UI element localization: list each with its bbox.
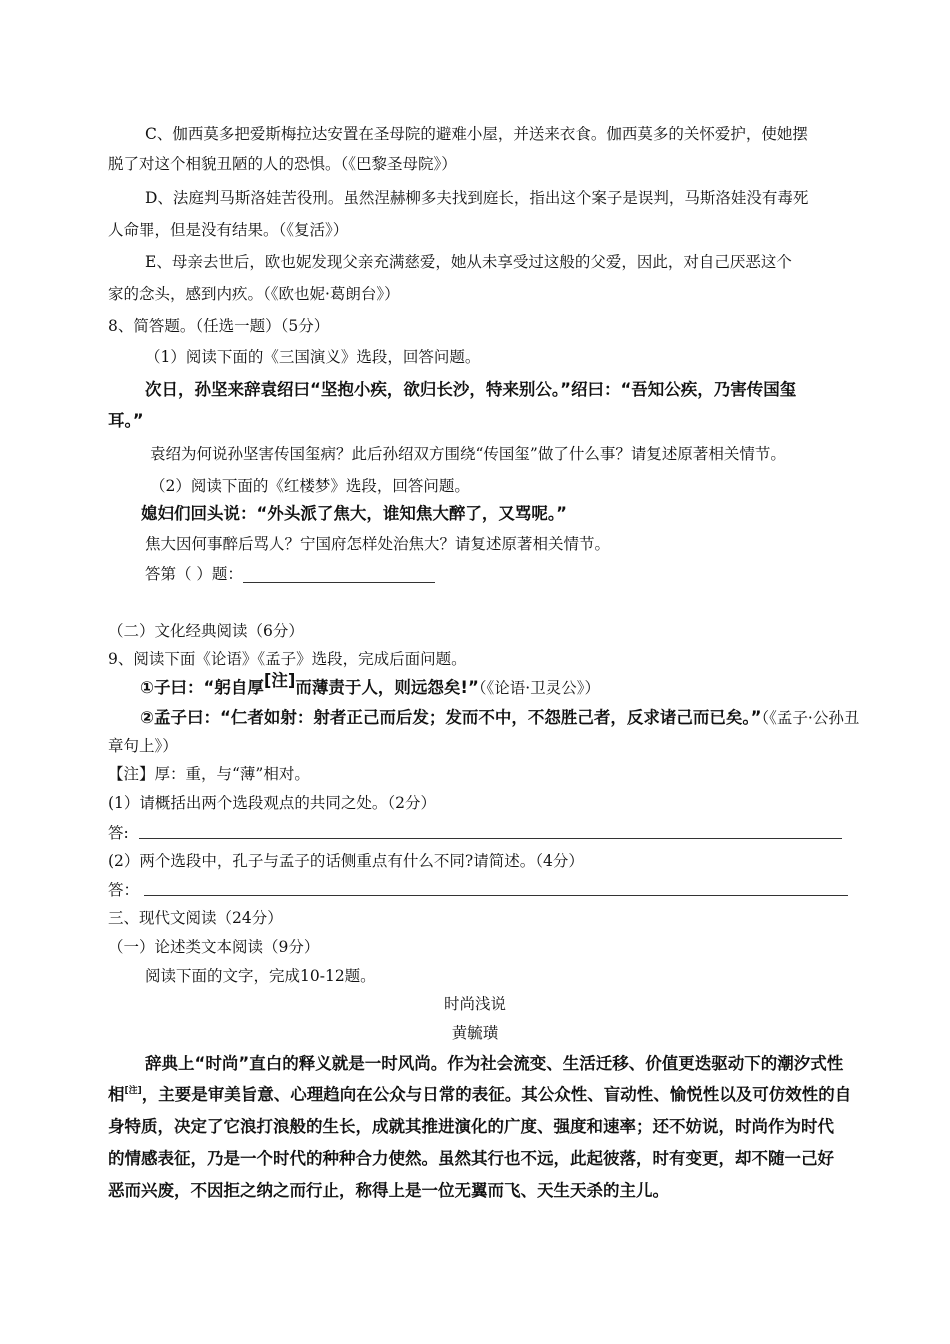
q9-quote1-post: 而薄责于人，则远怨矣!” [295,678,479,697]
article-line1: 辞典上“时尚”直白的释义就是一时风尚。作为社会流变、生活迁移、价值更迭驱动下的潮汐式性 [145,1054,844,1073]
q9-quote2-text: ②孟子曰：“仁者如射：射者正己而后发；发而不中，不怨胜己者，反求诸己而已矣。” [140,708,762,727]
article-author: 黄毓璜 [451,1024,499,1042]
q8-answer-label: 答第（ ）题： [145,565,243,583]
q8-answer-blank[interactable] [243,566,435,583]
q9-answer2-label: 答： [108,881,140,899]
q9-answer1-label: 答: [108,824,129,842]
q9-quote2-source: （《孟子·公孙丑 [761,709,860,727]
article-title: 时尚浅说 [443,995,506,1013]
q8-answer-line [145,563,435,585]
option-c-line2: 脱了对这个相貌丑陋的人的恐惧。（《巴黎圣母院》） [108,155,457,173]
part-3-instruction: 阅读下面的文字，完成10-12题。 [145,967,376,985]
q9-quote2-line2: 章句上》） [108,737,178,755]
article-line4: 的情感表征，乃是一个时代的种种合力使然。虽然其行也不远，此起彼落，时有变更，却不随一己好 [108,1149,834,1168]
question-8-title: 8、简答题。（任选一题）（5分） [108,317,330,335]
q9-quote2-line1 [140,707,859,729]
article-note-mark: [注] [124,1086,142,1096]
option-d-line2: 人命罪，但是没有结果。（《复活》） [108,221,349,239]
q9-sub2: (2）两个选段中，孔子与孟子的话侧重点有什么不同?请简述。（4分） [108,852,584,870]
q8-part1-question: 袁绍为何说孙坚害传国玺病？此后孙绍双方围绕“传国玺”做了什么事？请复述原著相关情节。 [150,445,786,463]
question-9-title: 9、阅读下面《论语》《孟子》选段，完成后面问题。 [108,650,467,668]
q8-part1-quote-line2: 耳。” [108,411,144,430]
q8-part1-quote-line1: 次日，孙坚来辞袁绍曰“坚抱小疾，欲归长沙，特来别公。”绍曰：“吾知公疾，乃害传国玺 [145,380,797,399]
option-e-line1: E、母亲去世后，欧也妮发现父亲充满慈爱，她从未享受过这般的父爱，因此，对自己厌恶这个 [145,253,792,271]
article-line5: 恶而兴废，不因拒之纳之而行止，称得上是一位无翼而飞、天生天杀的主儿。 [108,1181,669,1200]
q9-note: 【注】厚：重，与“薄”相对。 [108,765,310,783]
article-line3: 身特质，决定了它浪打浪般的生长，成就其推进演化的广度、强度和速率；还不妨说，时尚作为时代 [108,1117,834,1136]
q8-part2-question: 焦大因何事醉后骂人？宁国府怎样处治焦大？请复述原著相关情节。 [145,535,611,553]
q9-quote1-source: （《论语·卫灵公》） [478,679,600,697]
option-e-line2: 家的念头，感到内疚。（《欧也妮·葛朗台》） [108,285,400,303]
q8-part1-intro: （1）阅读下面的《三国演义》选段，回答问题。 [145,348,481,366]
article-line2-pre: 相 [108,1085,125,1104]
q8-part2-quote: 媳妇们回头说：“外头派了焦大，谁知焦大醉了，又骂呢。” [141,504,567,523]
article-line2 [108,1084,851,1106]
q9-quote1-pre: ①子曰：“躬自厚 [140,678,264,697]
q9-quote1 [140,671,600,699]
q9-quote1-note-mark: [注] [263,671,296,690]
section-2-title: （二）文化经典阅读（6分） [108,622,304,640]
option-c-line1: C、伽西莫多把爱斯梅拉达安置在圣母院的避难小屋，并送来衣食。伽西莫多的关怀爱护，使她摆 [145,125,808,143]
article-line2-post: ，主要是审美旨意、心理趋向在公众与日常的表征。其公众性、盲动性、愉悦性以及可仿效性的自 [141,1085,852,1104]
q9-answer2-line[interactable] [144,895,848,896]
part-3-title: 三、现代文阅读（24分） [108,909,283,927]
option-d-line1: D、法庭判马斯洛娃苦役刑。虽然涅赫柳多夫找到庭长，指出这个案子是误判，马斯洛娃没有毒死 [145,189,809,207]
q9-sub1: (1）请概括出两个选段观点的共同之处。（2分） [108,794,437,812]
q9-answer1-line[interactable] [139,838,842,839]
part-3-subsection: （一）论述类文本阅读（9分） [108,938,320,956]
q8-part2-intro: （2）阅读下面的《红楼梦》选段，回答问题。 [150,477,470,495]
